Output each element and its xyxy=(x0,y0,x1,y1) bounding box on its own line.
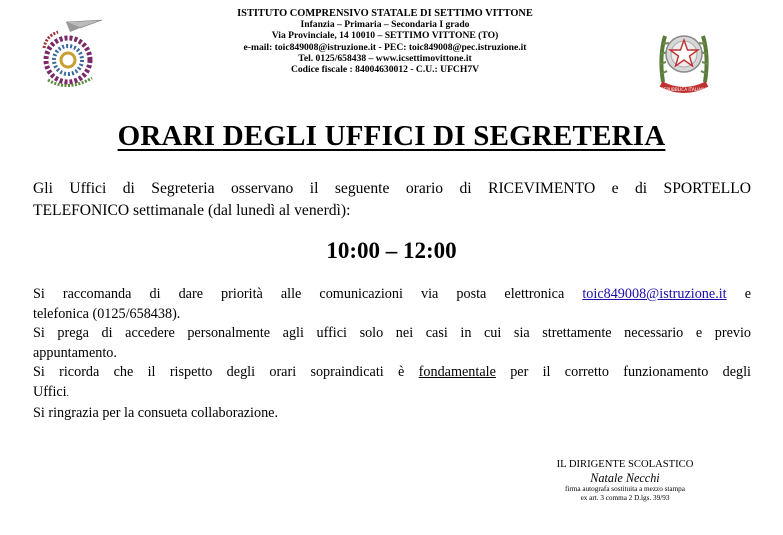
note-timetable xyxy=(33,363,751,403)
intro-line-2: TELEFONICO settimanale (dal lunedì al venerdì): xyxy=(33,202,351,219)
school-logo xyxy=(36,18,104,92)
school-info xyxy=(185,8,585,75)
school-email: e-mail: toic849008@istruzione.it - PEC: toic849008@pec.istruzione.it xyxy=(243,41,527,53)
office-hours: 10:00 – 12:00 xyxy=(326,238,457,263)
note-email-priority xyxy=(33,285,751,324)
note-email-line-1: Si raccomanda di dare priorità alle comunicazioni via posta elettronica toic849008@istruzione.it e xyxy=(33,286,751,302)
intro-paragraph xyxy=(33,178,751,222)
note-appointment-line-1: Si prega di accedere personalmente agli uffici solo nei casi in cui sia strettamente necessario e previo xyxy=(33,325,751,342)
note-email-line-2: telefonica (0125/658438). xyxy=(33,305,181,322)
school-levels: Infanzia – Primaria – Secondaria I grado xyxy=(300,19,470,31)
note-appointment xyxy=(33,324,751,363)
note-thanks: Si ringrazia per la consueta collaborazione. xyxy=(33,404,279,421)
email-link[interactable]: toic849008@istruzione.it xyxy=(582,286,727,302)
signature-block xyxy=(520,458,730,503)
note-appointment-line-2: appuntamento. xyxy=(33,344,117,361)
underlined-word: fondamentale xyxy=(418,364,496,381)
school-contacts: Tel. 0125/658438 – www.icsettimovittone.it xyxy=(298,52,472,64)
emblem-caption: REPUBBLICA ITALIANA xyxy=(660,87,708,92)
intro-line-1: Gli Uffici di Segreteria osservano il seguente orario di RICEVIMENTO e di SPORTELLO xyxy=(33,180,751,197)
letterhead xyxy=(0,8,783,100)
school-name: ISTITUTO COMPRENSIVO STATALE DI SETTIMO VITTONE xyxy=(237,8,533,19)
italian-republic-emblem xyxy=(655,16,713,96)
note-timetable-line-2: Uffici. xyxy=(33,383,69,400)
school-address: Via Provinciale, 14 10010 – SETTIMO VITTONE (TO) xyxy=(271,30,499,42)
signature-note-2: ex art. 3 comma 2 D.lgs. 39/93 xyxy=(580,494,670,502)
notes xyxy=(33,285,751,423)
page-title: ORARI DEGLI UFFICI DI SEGRETERIA xyxy=(117,120,666,152)
note-timetable-line-1: Si ricorda che il rispetto degli orari sopraindicati è fondamentale per il corretto funzionamento degli xyxy=(33,364,752,381)
signature-name: Natale Necchi xyxy=(590,471,660,485)
signature-note-1: firma autografa sostituita a mezzo stampa xyxy=(565,485,685,493)
school-fiscal-code: Codice fiscale : 84004630012 - C.U.: UFCH7V xyxy=(290,64,480,76)
signature-role: IL DIRIGENTE SCOLASTICO xyxy=(556,459,694,470)
